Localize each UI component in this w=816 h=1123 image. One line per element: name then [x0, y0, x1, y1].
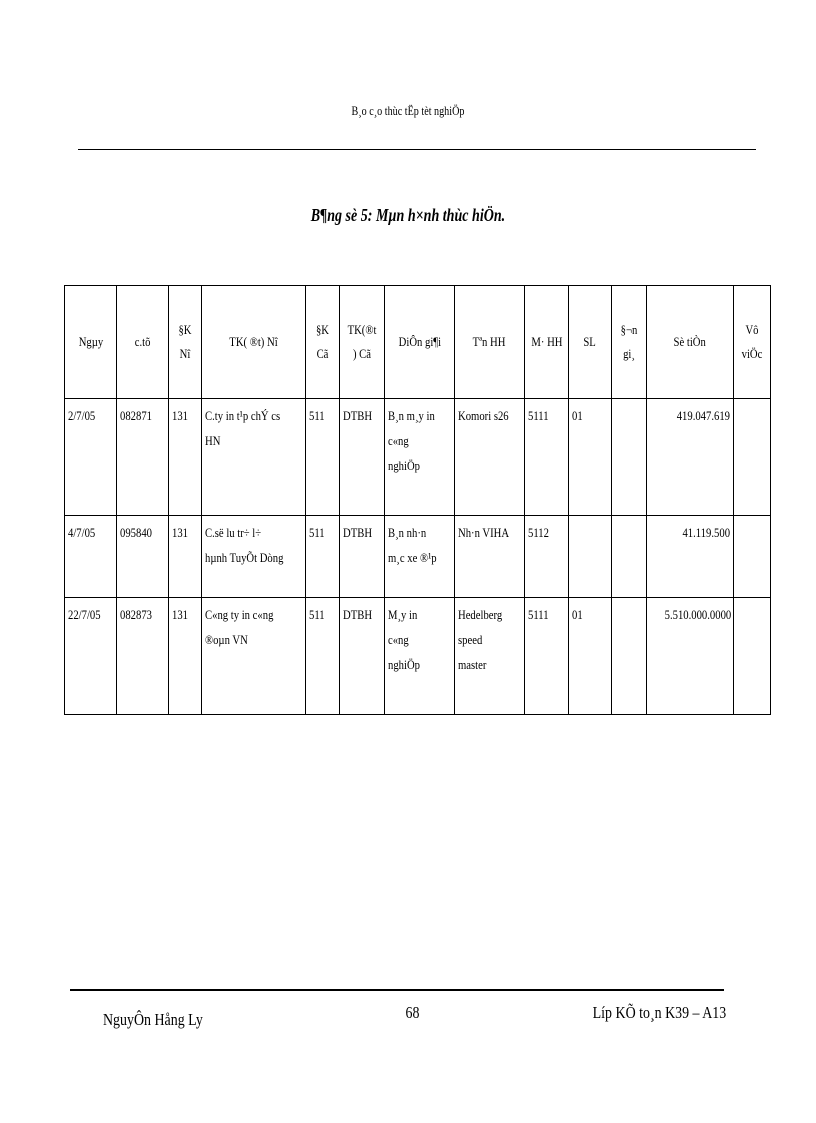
cell-voucher: 095840 — [117, 516, 169, 598]
cell-item-code: 5112 — [525, 516, 569, 598]
cell-credit-account: DTBH — [340, 598, 385, 715]
cell-credit-code: 511 — [306, 516, 340, 598]
cell-description: B¸n nh·n m¸c xe ®¹p — [385, 516, 455, 598]
cell-case — [734, 598, 771, 715]
col-header-description: DiÔn gi¶i — [385, 286, 455, 399]
footer-class-label: Líp KÕ to¸n K39 – A13 — [592, 1003, 727, 1022]
cell-credit-code: 511 — [306, 598, 340, 715]
cell-voucher: 082873 — [117, 598, 169, 715]
cell-date: 2/7/05 — [65, 399, 117, 516]
col-header-item-name: Tªn HH — [455, 286, 525, 399]
cell-item-code: 5111 — [525, 399, 569, 516]
table-row — [65, 399, 771, 516]
cell-debit-code: 131 — [169, 598, 202, 715]
page-header-title: B¸o c¸o thùc tËp tèt nghiÖp — [351, 103, 465, 118]
cell-description: B¸n m¸y in c«ng nghiÖp — [385, 399, 455, 516]
cell-description: M¸y in c«ng nghiÖp — [385, 598, 455, 715]
cell-debit-code: 131 — [169, 516, 202, 598]
cell-amount: 419.047.619 — [647, 399, 734, 516]
table-row — [65, 516, 771, 598]
cell-item-code: 5111 — [525, 598, 569, 715]
col-header-voucher: c.tõ — [117, 286, 169, 399]
col-header-amount: Sè tiÒn — [647, 286, 734, 399]
table-row — [65, 598, 771, 715]
footer-author: NguyÔn Hång Ly — [102, 1010, 203, 1029]
col-header-case: Vô viÖc — [734, 286, 771, 399]
cell-unit-price — [612, 516, 647, 598]
table-caption: B¶ng sè 5: Mµn h×nh thùc hiÖn. — [310, 205, 506, 225]
header-divider — [78, 149, 756, 150]
cell-amount: 41.119.500 — [647, 516, 734, 598]
cell-quantity: 01 — [569, 399, 612, 516]
cell-date: 4/7/05 — [65, 516, 117, 598]
cell-credit-account: DTBH — [340, 516, 385, 598]
table-header-row — [65, 286, 771, 399]
cell-credit-code: 511 — [306, 399, 340, 516]
cell-case — [734, 399, 771, 516]
col-header-credit-account: TK(®t ) Cã — [340, 286, 385, 399]
col-header-credit-code: §K Cã — [306, 286, 340, 399]
cell-debit-code: 131 — [169, 399, 202, 516]
col-header-unit-price: §¬n gi¸ — [612, 286, 647, 399]
cell-item-name: Komori s26 — [455, 399, 525, 516]
cell-credit-account: DTBH — [340, 399, 385, 516]
cell-item-name: Nh·n VIHA — [455, 516, 525, 598]
footer-page-number: 68 — [405, 1003, 420, 1022]
cell-date: 22/7/05 — [65, 598, 117, 715]
cell-quantity: 01 — [569, 598, 612, 715]
data-table — [64, 285, 771, 715]
cell-debit-account: C.ty in t¹p chÝ cs HN — [202, 399, 306, 516]
col-header-debit-account: TK( ®t) Nî — [202, 286, 306, 399]
footer-divider — [70, 989, 724, 991]
cell-item-name: Hedelberg speed master — [455, 598, 525, 715]
col-header-item-code: M· HH — [525, 286, 569, 399]
cell-unit-price — [612, 598, 647, 715]
cell-case — [734, 516, 771, 598]
cell-debit-account: C.së lu tr÷ l÷ hµnh TuyÕt Dòng — [202, 516, 306, 598]
cell-quantity — [569, 516, 612, 598]
cell-voucher: 082871 — [117, 399, 169, 516]
cell-debit-account: C«ng ty in c«ng ®oµn VN — [202, 598, 306, 715]
col-header-debit-code: §K Nî — [169, 286, 202, 399]
cell-unit-price — [612, 399, 647, 516]
col-header-quantity: SL — [569, 286, 612, 399]
col-header-date: Ngµy — [65, 286, 117, 399]
cell-amount: 5.510.000.0000 — [647, 598, 734, 715]
